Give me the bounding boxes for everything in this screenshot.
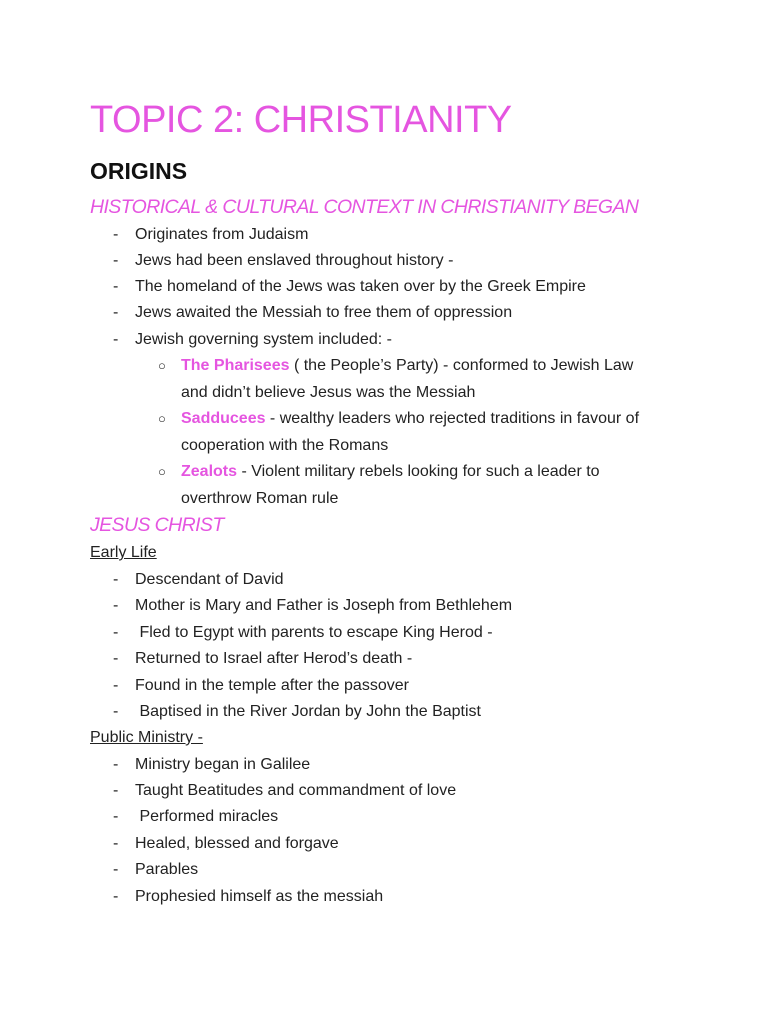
bullet-text: The homeland of the Jews was taken over by the Greek Empire — [135, 278, 586, 295]
bullet-dash: - — [113, 782, 119, 799]
circle-bullet-icon: ○ — [158, 358, 166, 373]
bullet-text: Healed, blessed and forgave — [135, 835, 339, 852]
bullet-dash: - — [113, 304, 119, 321]
bullet-dash: - — [113, 835, 119, 852]
bullet-text: Mother is Mary and Father is Joseph from Bethlehem — [135, 597, 513, 614]
sub-bullet-line — [181, 461, 600, 483]
bullet-dash: - — [113, 571, 119, 588]
bullet-text: Fled to Egypt with parents to escape King Herod - — [135, 624, 493, 641]
bullet-text: Found in the temple after the passover — [135, 677, 409, 694]
sub-bullet-continuation: cooperation with the Romans — [181, 437, 389, 454]
bullet-text: Jews had been enslaved throughout history - — [135, 252, 454, 269]
bullet-text: Originates from Judaism — [135, 226, 309, 243]
bullet-dash: - — [113, 888, 119, 905]
sub-bullet-text: - wealthy leaders who rejected traditions in favour of — [265, 410, 640, 427]
heading-public-ministry: Public Ministry - — [90, 729, 203, 746]
bullet-dash: - — [113, 677, 119, 694]
bullet-dash: - — [113, 226, 119, 243]
bullet-dash: - — [113, 597, 119, 614]
bullet-dash: - — [113, 624, 119, 641]
bullet-dash: - — [113, 703, 119, 720]
heading-historical-context: HISTORICAL & CULTURAL CONTEXT IN CHRISTIANITY BEGAN — [90, 196, 639, 218]
bullet-dash: - — [113, 331, 119, 348]
page-title: TOPIC 2: CHRISTIANITY — [90, 99, 512, 141]
bullet-dash: - — [113, 252, 119, 269]
bullet-text: Baptised in the River Jordan by John the Baptist — [135, 703, 481, 720]
bullet-dash: - — [113, 808, 119, 825]
bullet-dash: - — [113, 278, 119, 295]
bullet-text: Returned to Israel after Herod’s death - — [135, 650, 413, 667]
term-pharisees: The Pharisees — [181, 357, 290, 374]
sub-bullet-text: - Violent military rebels looking for such a leader to — [237, 463, 600, 480]
bullet-text: Jewish governing system included: - — [135, 331, 393, 348]
heading-early-life: Early Life — [90, 544, 157, 561]
bullet-dash: - — [113, 756, 119, 773]
bullet-text: Jews awaited the Messiah to free them of oppression — [135, 304, 513, 321]
circle-bullet-icon: ○ — [158, 464, 166, 479]
bullet-text: Descendant of David — [135, 571, 284, 588]
term-sadducees: Sadducees — [181, 410, 266, 427]
bullet-text: Prophesied himself as the messiah — [135, 888, 384, 905]
sub-bullet-line — [181, 408, 639, 430]
heading-jesus-christ: JESUS CHRIST — [90, 514, 224, 536]
sub-bullet-line — [181, 355, 633, 377]
sub-bullet-text: ( the People’s Party) - conformed to Jewish Law — [289, 357, 634, 374]
sub-bullet-continuation: and didn’t believe Jesus was the Messiah — [181, 384, 476, 401]
bullet-text: Parables — [135, 861, 199, 878]
heading-origins: ORIGINS — [90, 158, 188, 184]
circle-bullet-icon: ○ — [158, 411, 166, 426]
bullet-text: Ministry began in Galilee — [135, 756, 311, 773]
bullet-text: Performed miracles — [135, 808, 279, 825]
sub-bullet-continuation: overthrow Roman rule — [181, 490, 339, 507]
term-zealots: Zealots — [181, 463, 238, 480]
bullet-text: Taught Beatitudes and commandment of love — [135, 782, 457, 799]
bullet-dash: - — [113, 861, 119, 878]
bullet-dash: - — [113, 650, 119, 667]
